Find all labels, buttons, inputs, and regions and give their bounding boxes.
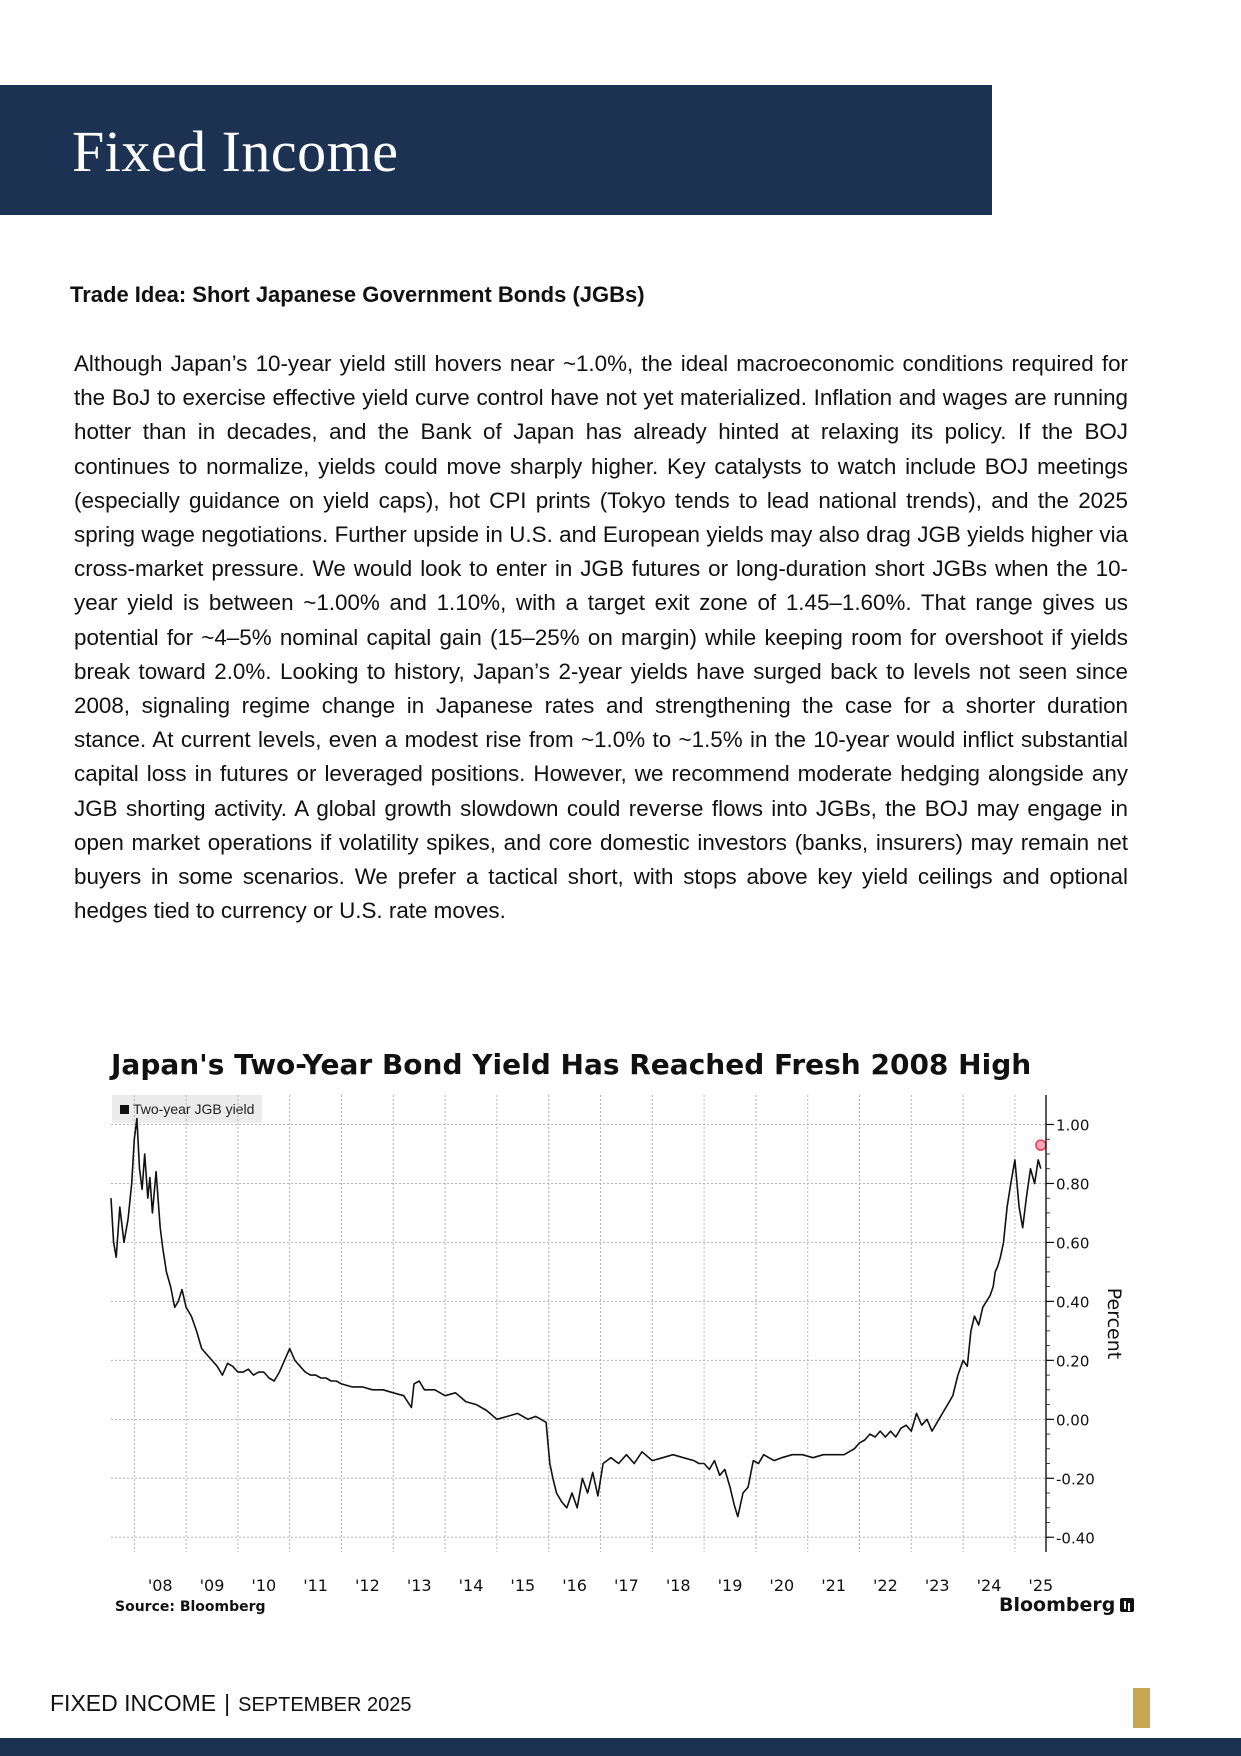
y-axis-title: Percent: [1103, 1287, 1125, 1360]
brand-label: Bloomberg: [999, 1594, 1116, 1616]
page-title: Fixed Income: [72, 119, 399, 184]
y-tick-label: -0.40: [1056, 1529, 1095, 1548]
gold-accent: [1133, 1688, 1150, 1728]
bloomberg-icon: [1120, 1598, 1134, 1612]
x-tick-label: '11: [303, 1576, 328, 1595]
footer-date: SEPTEMBER 2025: [238, 1694, 412, 1716]
latest-value-marker: [1036, 1140, 1046, 1150]
x-tick-label: '24: [976, 1576, 1002, 1595]
y-tick-label: 0.40: [1056, 1293, 1090, 1312]
x-tick-label: '17: [614, 1576, 639, 1595]
x-tick-label: '22: [873, 1576, 898, 1595]
x-tick-label: '23: [924, 1576, 950, 1595]
x-tick-label: '16: [562, 1576, 587, 1595]
series-line: [111, 1119, 1041, 1517]
chart-axes: [148, 1095, 1125, 1595]
y-tick-label: 1.00: [1056, 1116, 1090, 1135]
footer-separator: |: [224, 1690, 231, 1716]
y-tick-label: 0.20: [1056, 1352, 1090, 1371]
x-tick-label: '25: [1028, 1576, 1054, 1595]
x-tick-label: '14: [458, 1576, 484, 1595]
x-tick-label: '15: [510, 1576, 536, 1595]
x-tick-label: '13: [406, 1576, 432, 1595]
x-tick-label: '09: [199, 1576, 225, 1595]
x-tick-label: '21: [821, 1576, 847, 1595]
body-paragraph: Although Japan’s 10-year yield still hovers near ~1.0%, the ideal macroeconomic conditions required for the BoJ to exercise effective yield curve control have not yet materialized. Inflation and wages are running hotter than in decades, and the Bank of Japan has already hinted at relaxing its policy. If the BOJ continues to normalize, yields could move sharply higher. Key catalysts to watch include BOJ meetings (especially guidance on yield caps), hot CPI prints (Tokyo tends to lead national trends), and the 2025 spring wage negotiations. Further upside in U.S. and European yields may also drag JGB yields higher via cross-market pressure. We would look to enter in JGB futures or long-duration short JGBs when the 10-year yield is between ~1.00% and 1.10%, with a target exit zone of 1.45–1.60%. That range gives us potential for ~4–5% nominal capital gain (15–25% on margin) while keeping room for overshoot if yields break toward 2.0%. Looking to history, Japan’s 2-year yields have surged back to levels not seen since 2008, signaling regime change in Japanese rates and strengthening the case for a shorter duration stance. At current levels, even a modest rise from ~1.0% to ~1.5% in the 10-year would inflict substantial capital loss in futures or leveraged positions. However, we recommend moderate hedging alongside any JGB shorting activity. A global growth slowdown could reverse flows into JGBs, the BOJ may engage in open market operations if volatility spikes, and core domestic investors (banks, insurers) may remain net buyers in some scenarios. We prefer a tactical short, with stops above key yield ceilings and optional hedges tied to currency or U.S. rate moves.: [74, 351, 1128, 924]
x-tick-label: '08: [147, 1576, 173, 1595]
chart-title: Japan's Two-Year Bond Yield Has Reached Fresh 2008 High: [111, 1048, 1032, 1081]
y-tick-label: 0.00: [1056, 1411, 1090, 1430]
legend-label: Two-year JGB yield: [133, 1101, 255, 1117]
footer-bar: [0, 1738, 1241, 1756]
y-tick-label: 0.60: [1056, 1234, 1090, 1253]
x-tick-label: '18: [665, 1576, 691, 1595]
y-tick-label: -0.20: [1056, 1470, 1095, 1489]
chart-series: [111, 1119, 1046, 1517]
bloomberg-brand: [999, 1594, 1134, 1616]
x-tick-label: '10: [251, 1576, 277, 1595]
y-tick-label: 0.80: [1056, 1175, 1090, 1194]
x-tick-label: '20: [769, 1576, 795, 1595]
footer: [50, 1690, 412, 1717]
chart-source: Source: Bloomberg: [115, 1599, 266, 1615]
chart-grid: [111, 1095, 1046, 1552]
footer-section: FIXED INCOME: [50, 1690, 217, 1716]
x-tick-label: '19: [717, 1576, 743, 1595]
x-tick-label: '12: [355, 1576, 380, 1595]
section-heading: Trade Idea: Short Japanese Government Bonds (JGBs): [70, 282, 645, 307]
